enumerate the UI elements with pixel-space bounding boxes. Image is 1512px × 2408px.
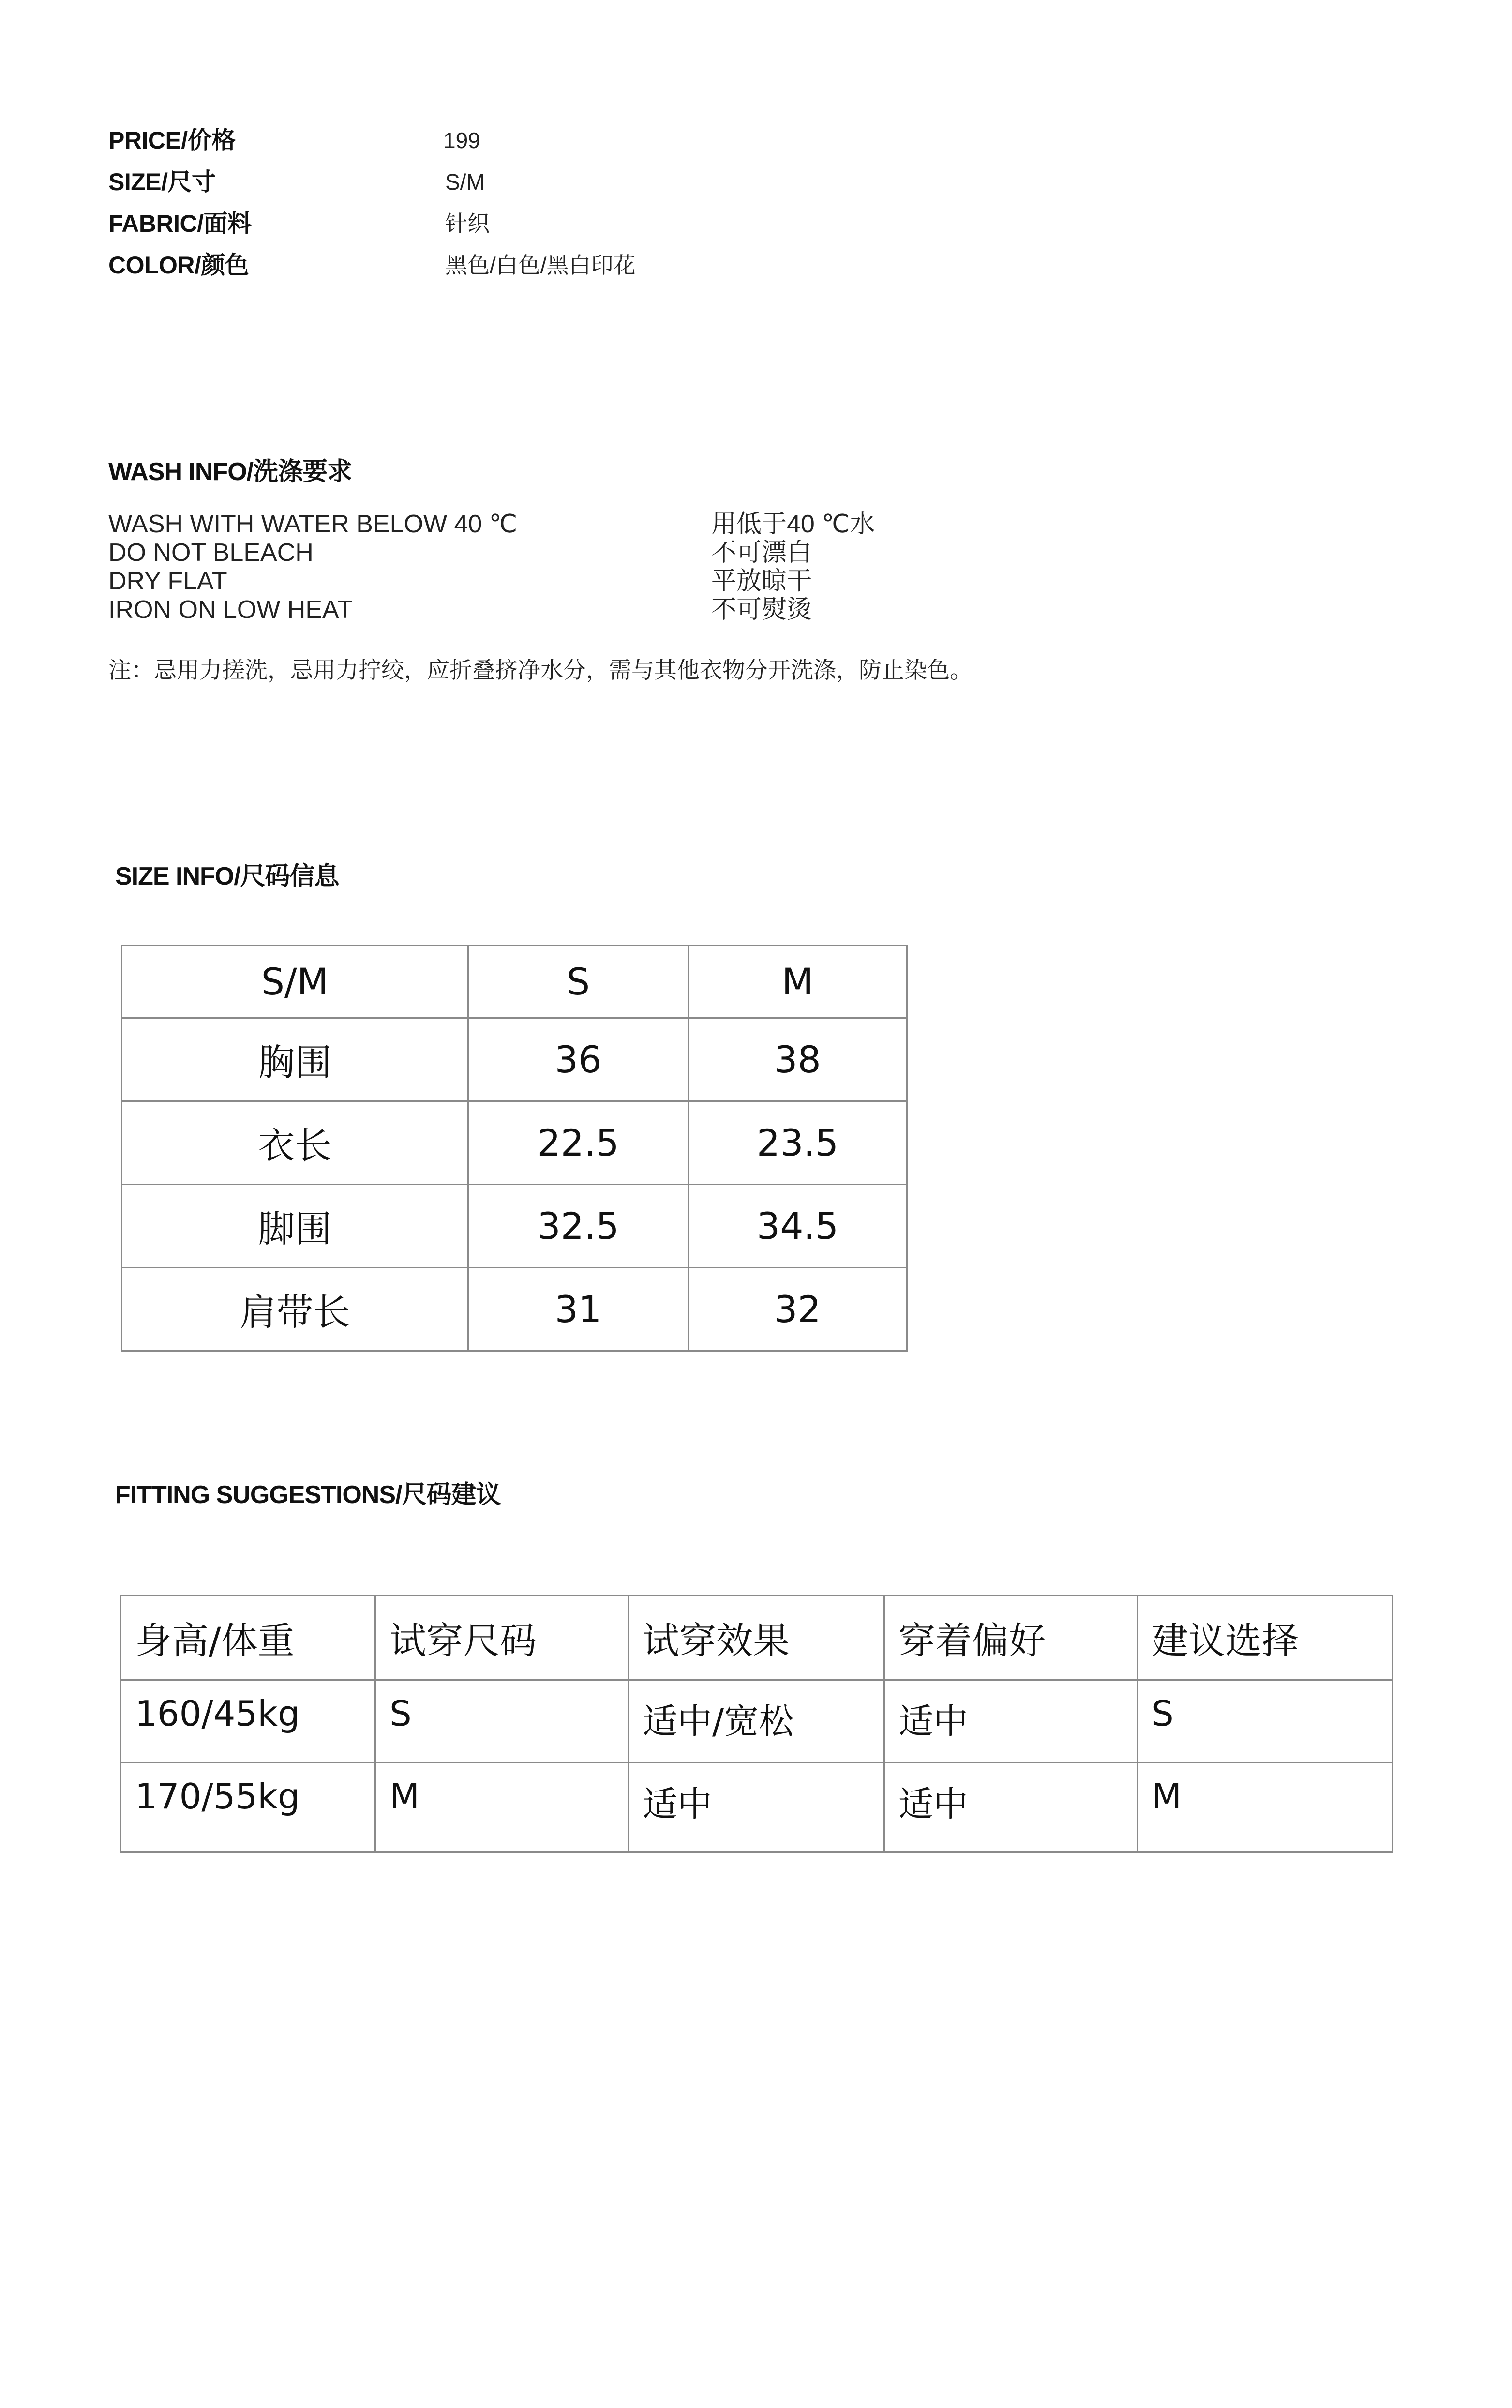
fitting-header-cell: 试穿效果 (629, 1596, 884, 1680)
recommendation-cell: M (1138, 1763, 1393, 1852)
size-value-cell: 32.5 (468, 1185, 689, 1268)
size-table-header (122, 946, 907, 1018)
size-value-cell: 23.5 (689, 1101, 907, 1185)
recommendation-cell: S (1138, 1680, 1393, 1763)
fabric-label: FABRIC/面料 (108, 210, 252, 237)
fitting-header-cell: 穿着偏好 (884, 1596, 1138, 1680)
color-label: COLOR/颜色 (108, 252, 249, 279)
wash-line-en: IRON ON LOW HEAT (108, 596, 353, 624)
preference-cell: 适中 (884, 1763, 1138, 1852)
size-value-cell: 31 (468, 1268, 689, 1351)
wash-line-en: DRY FLAT (108, 567, 227, 595)
trial-effect-cell: 适中/宽松 (629, 1680, 884, 1763)
wash-info-title: WASH INFO/洗涤要求 (108, 458, 352, 486)
size-table (121, 945, 908, 1352)
wash-note: 注：忌用力搓洗，忌用力拧绞，应折叠挤净水分，需与其他衣物分开洗涤，防止染色。 (108, 657, 973, 683)
fitting-header-cell: 身高/体重 (121, 1596, 375, 1680)
height-weight-cell: 160/45kg (121, 1680, 375, 1763)
wash-line-cn: 平放晾干 (711, 567, 812, 595)
size-header-cell: M (689, 946, 907, 1018)
size-info-title: SIZE INFO/尺码信息 (115, 862, 339, 890)
price-label: PRICE/价格 (108, 127, 236, 154)
preference-cell: 适中 (884, 1680, 1138, 1763)
wash-line-cn: 不可漂白 (711, 539, 812, 567)
height-weight-cell: 170/55kg (121, 1763, 375, 1852)
measurement-name: 肩带长 (122, 1268, 468, 1351)
table-row (122, 1101, 907, 1185)
table-row (122, 1268, 907, 1351)
fitting-table (120, 1595, 1393, 1853)
trial-size-cell: S (375, 1680, 629, 1763)
size-value-cell: 38 (689, 1018, 907, 1101)
table-row (121, 1763, 1393, 1852)
size-value-cell: 36 (468, 1018, 689, 1101)
wash-line-en: WASH WITH WATER BELOW 40 ℃ (108, 510, 518, 538)
size-header-cell: S/M (122, 946, 468, 1018)
fitting-table-header (121, 1596, 1393, 1680)
size-label: SIZE/尺寸 (108, 168, 216, 196)
fitting-header-cell: 建议选择 (1138, 1596, 1393, 1680)
fabric-value: 针织 (445, 211, 490, 236)
fitting-header-cell: 试穿尺码 (375, 1596, 629, 1680)
size-value-cell: 22.5 (468, 1101, 689, 1185)
wash-line-cn: 用低于40 ℃水 (711, 510, 875, 538)
size-header-cell: S (468, 946, 689, 1018)
measurement-name: 胸围 (122, 1018, 468, 1101)
table-row (121, 1680, 1393, 1763)
size-value: S/M (445, 169, 485, 195)
size-value-cell: 32 (689, 1268, 907, 1351)
table-row (122, 1018, 907, 1101)
trial-effect-cell: 适中 (629, 1763, 884, 1852)
color-value: 黑色/白色/黑白印花 (445, 253, 636, 278)
measurement-name: 脚围 (122, 1185, 468, 1268)
wash-line-cn: 不可熨烫 (711, 596, 812, 624)
price-value: 199 (443, 128, 480, 153)
trial-size-cell: M (375, 1763, 629, 1852)
wash-line-en: DO NOT BLEACH (108, 539, 314, 567)
measurement-name: 衣长 (122, 1101, 468, 1185)
fitting-suggestions-title: FITTING SUGGESTIONS/尺码建议 (115, 1481, 501, 1509)
table-row (122, 1185, 907, 1268)
size-value-cell: 34.5 (689, 1185, 907, 1268)
